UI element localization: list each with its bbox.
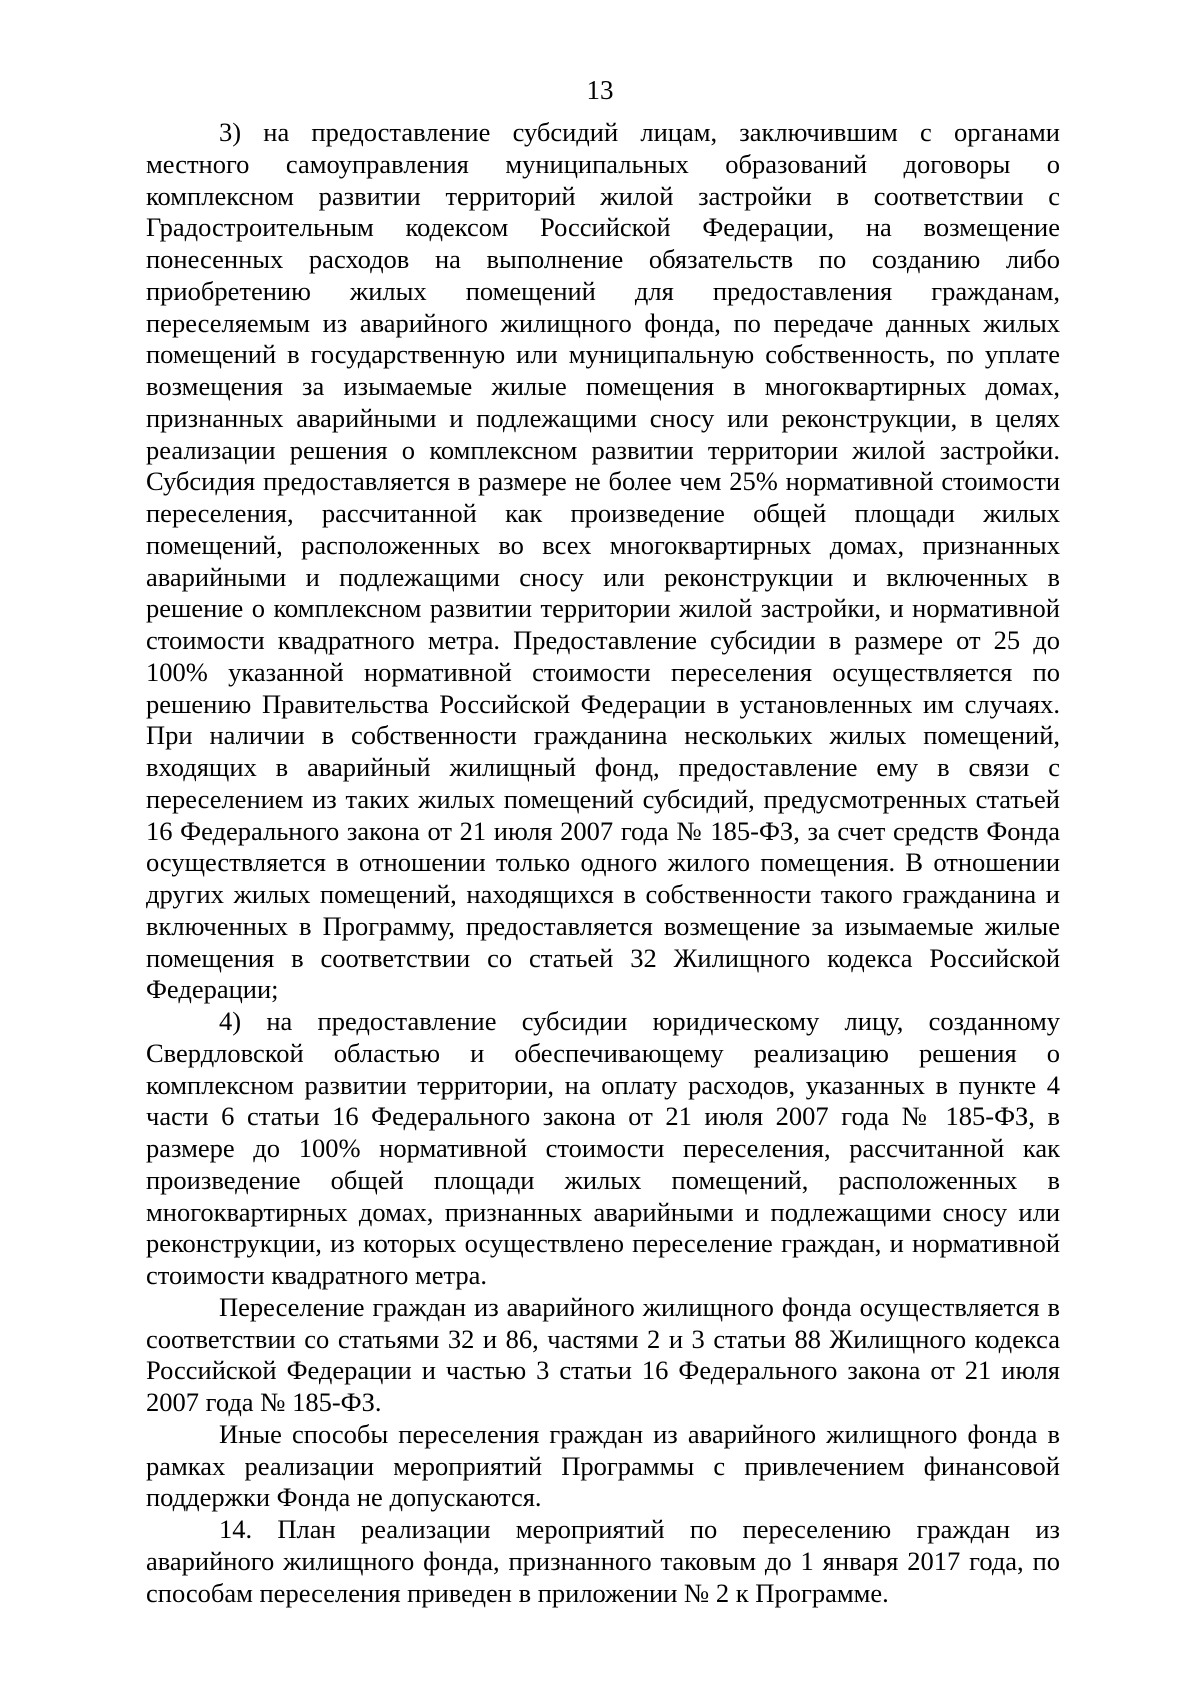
page-number: 13 <box>586 75 614 105</box>
paragraph-resettlement-basis: Переселение граждан из аварийного жилищного фонда осуществляется в соответствии со статьями 32 и 86, частями 2 и 3 статьи 88 Жилищного кодекса Российской Федерации и частью 3 статьи 16 Федерального закона от 21 июля 2007 года № 185-ФЗ. <box>146 1291 1060 1417</box>
paragraph-item-4-subsidy-legal-entity: 4) на предоставление субсидии юридическому лицу, созданному Свердловской областью и обеспечивающему реализацию решения о комплексном развитии территории, на оплату расходов, указанных в пункте 4 части 6 статьи 16 Федерального закона от 21 июля 2007 года № 185-ФЗ, в размере до 100% нормативной стоимости переселения, рассчитанной как произведение общей площади жилых помещений, расположенных в многоквартирных домах, признанных аварийными и подлежащими сносу или реконструкции, из которых осуществлено переселение граждан, и нормативной стоимости квадратного метра. <box>146 1006 1060 1290</box>
paragraph-section-14-plan: 14. План реализации мероприятий по переселению граждан из аварийного жилищного фонда, признанного таковым до 1 января 2017 года, по способам переселения приведен в приложении № 2 к Программе. <box>146 1514 1060 1608</box>
paragraph-item-3-subsidies: 3) на предоставление субсидий лицам, заключившим с органами местного самоуправления муниципальных образований договоры о комплексном развитии территорий жилой застройки в соответствии с Градостроительным кодексом Российской Федерации, на возмещение понесенных расходов на выполнение обязательств по созданию либо приобретению жилых помещений для предоставления гражданам, переселяемым из аварийного жилищного фонда, по передаче данных жилых помещений в государственную или муниципальную собственность, по уплате возмещения за изымаемые жилые помещения в многоквартирных домах, признанных аварийными и подлежащими сносу или реконструкции, в целях реализации решения о комплексном развитии территории жилой застройки. Субсидия предоставляется в размере не более чем 25% нормативной стоимости переселения, рассчитанной как произведение общей площади жилых помещений, расположенных во всех многоквартирных домах, признанных аварийными и подлежащими сносу или реконструкции и включенных в решение о комплексном развитии территории жилой застройки, и нормативной стоимости квадратного метра. Предоставление субсидии в размере от 25 до 100% указанной нормативной стоимости переселения осуществляется по решению Правительства Российской Федерации в установленных им случаях. При наличии в собственности гражданина нескольких жилых помещений, входящих в аварийный жилищный фонд, предоставление ему в связи с переселением из таких жилых помещений субсидий, предусмотренных статьей 16 Федерального закона от 21 июля 2007 года № 185-ФЗ, за счет средств Фонда осуществляется в отношении только одного жилого помещения. В отношении других жилых помещений, находящихся в собственности такого гражданина и включенных в Программу, предоставляется возмещение за изымаемые жилые помещения в соответствии со статьей 32 Жилищного кодекса Российской Федерации; <box>146 117 1060 1005</box>
paragraph-other-methods-prohibited: Иные способы переселения граждан из аварийного жилищного фонда в рамках реализации мероприятий Программы с привлечением финансовой поддержки Фонда не допускаются. <box>146 1418 1060 1513</box>
document-body <box>146 117 1060 1609</box>
